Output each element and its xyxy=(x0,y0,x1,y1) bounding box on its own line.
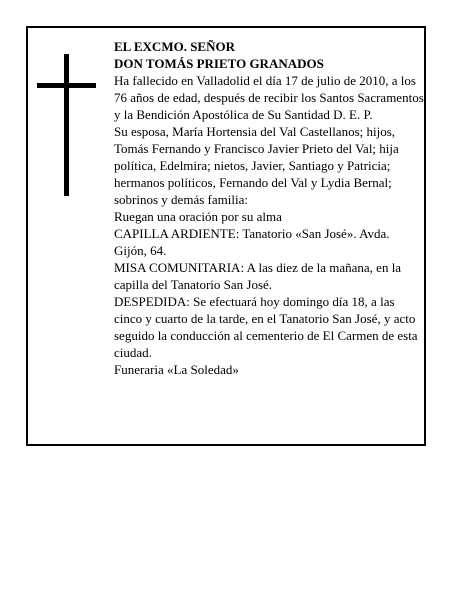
farewell: DESPEDIDA: Se efectuará hoy domingo día 18, a las cinco y cuarto de la tarde, en el Tanatorio San José, y acto seguido la conducción al cementerio de El Carmen de esta ciudad. xyxy=(114,294,418,360)
honorific: EL EXCMO. SEÑOR xyxy=(114,39,235,54)
deceased-name: DON TOMÁS PRIETO GRANADOS xyxy=(114,56,324,71)
obituary-text xyxy=(114,38,424,378)
funeral-chapel: CAPILLA ARDIENTE: Tanatorio «San José». Avda. Gijón, 64. xyxy=(114,226,390,258)
cross-icon xyxy=(64,54,69,196)
funeral-home: Funeraria «La Soledad» xyxy=(114,362,239,377)
community-mass: MISA COMUNITARIA: A las diez de la mañana, en la capilla del Tanatorio San José. xyxy=(114,260,402,292)
prayer-request: Ruegan una oración por su alma xyxy=(114,209,282,224)
cross-icon-bar xyxy=(37,83,96,88)
death-announcement: Ha fallecido en Valladolid el día 17 de julio de 2010, a los 76 años de edad, después de recibir los Santos Sacramentos y la Bendición Apostólica de Su Santidad D. E. P. xyxy=(114,73,424,122)
family-list: Su esposa, María Hortensia del Val Castellanos; hijos, Tomás Fernando y Francisco Javier Prieto del Val; hija política, Edelmira; nietos, Javier, Santiago y Patricia; hermanos políticos, Fernando del Val y Lydia Bernal; sobrinos y demás familia: xyxy=(114,124,399,207)
